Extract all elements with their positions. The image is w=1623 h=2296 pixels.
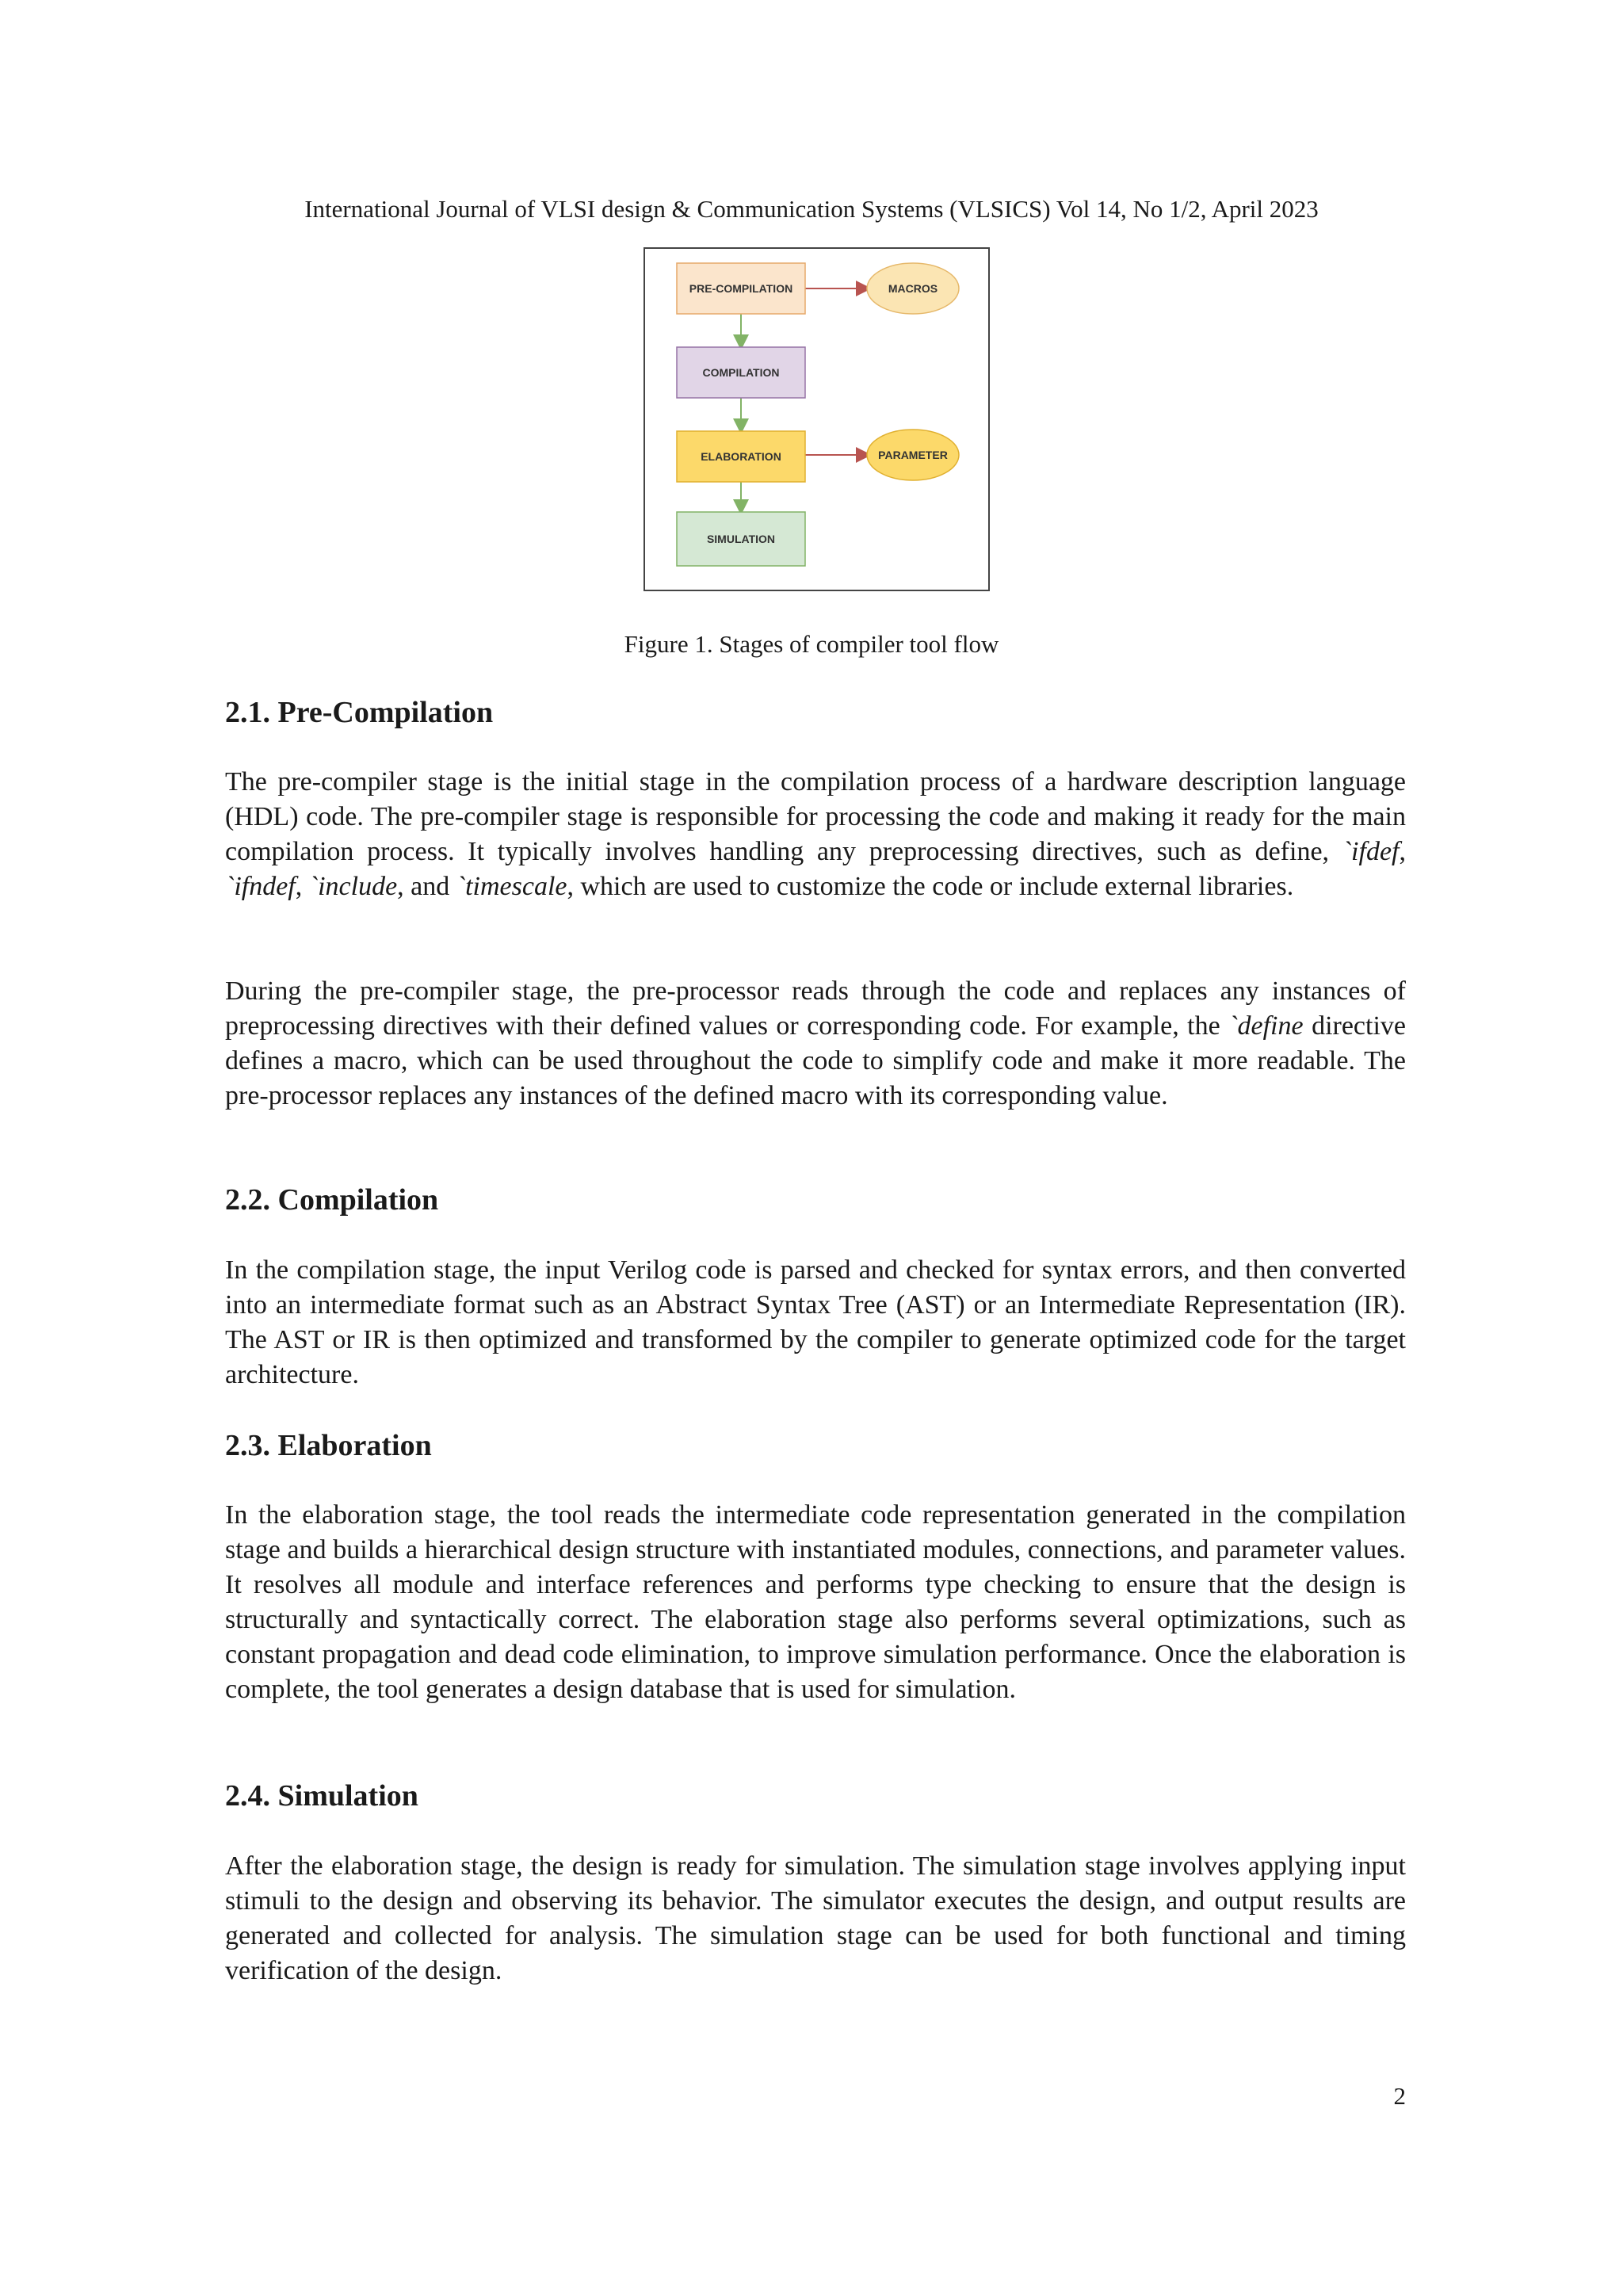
directive-ifndef: `ifndef <box>225 872 296 901</box>
running-header: International Journal of VLSI design & Communication Systems (VLSICS) Vol 14, No 1/2, April 2023 <box>304 195 1319 223</box>
paragraph-pre-compilation-1 <box>225 765 1406 904</box>
paragraph-compilation <box>225 1253 1406 1392</box>
figure-caption: Figure 1. Stages of compiler tool flow <box>624 630 999 658</box>
directive-timescale: `timescale <box>456 872 567 901</box>
paragraph-simulation <box>225 1849 1406 1988</box>
figure-compiler-flow <box>643 247 990 591</box>
directive-ifdef: `ifdef <box>1342 837 1400 866</box>
text-run: , <box>295 872 309 901</box>
page-number: 2 <box>1393 2082 1406 2110</box>
directive-define: `define <box>1228 1011 1304 1041</box>
box-pre-compilation-label: PRE-COMPILATION <box>689 282 793 295</box>
section-heading-compilation: 2.2. Compilation <box>225 1183 439 1217</box>
box-simulation-label: SIMULATION <box>706 533 776 545</box>
section-heading-elaboration: 2.3. Elaboration <box>225 1429 432 1462</box>
text-run: , which are used to customize the code or include external libraries. <box>567 872 1294 901</box>
flow-diagram <box>645 249 988 590</box>
box-elaboration-label: ELABORATION <box>701 450 781 463</box>
section-heading-simulation: 2.4. Simulation <box>225 1779 418 1813</box>
text-run: In the elaboration stage, the tool reads the intermediate code representation generated in the compilation stage and builds a hierarchical design structure with instantiated modules, connections, and parameter values. It resolves all module and interface references and performs type checking to ensure that the design is structurally and syntactically correct. The elaboration stage also performs several optimizations, such as constant propagation and dead code elimination, to improve simulation performance. Once the elaboration is complete, the tool generates a design database that is used for simulation. <box>225 1500 1406 1704</box>
text-run: After the elaboration stage, the design is ready for simulation. The simulation stage involves applying input stimuli to the design and observing its behavior. The simulator executes the design, and output results are generated and collected for analysis. The simulation stage can be used for both functional and timing verification of the design. <box>225 1851 1406 1985</box>
ellipse-parameter-label: PARAMETER <box>878 449 948 461</box>
text-run: The pre-compiler stage is the initial stage in the compilation process of a hardware description language (HDL) code. The pre-compiler stage is responsible for processing the code and making it ready for the main compilation process. It typically involves handling any preprocessing directives, such as define, <box>225 767 1406 866</box>
text-run: , <box>1399 837 1406 866</box>
section-heading-pre-compilation: 2.1. Pre-Compilation <box>225 696 494 729</box>
text-run: directive defines a macro, which can be used throughout the code to simplify code and make it more readable. The pre-processor replaces any instances of the defined macro with its corresponding value. <box>225 1011 1407 1110</box>
paragraph-pre-compilation-2 <box>225 974 1406 1114</box>
paragraph-elaboration <box>225 1498 1406 1707</box>
text-run: , and <box>397 872 456 901</box>
directive-include: `include <box>308 872 398 901</box>
text-run: During the pre-compiler stage, the pre-processor reads through the code and replaces any instances of preprocessing directives with their defined values or corresponding code. For example, the <box>225 976 1406 1041</box>
box-compilation-label: COMPILATION <box>702 366 780 379</box>
text-run: In the compilation stage, the input Verilog code is parsed and checked for syntax errors, and then converted into an intermediate format such as an Abstract Syntax Tree (AST) or an Intermediate Representation (IR). The AST or IR is then optimized and transformed by the compiler to generate optimized code for the target architecture. <box>225 1255 1406 1389</box>
ellipse-macros-label: MACROS <box>888 282 938 295</box>
